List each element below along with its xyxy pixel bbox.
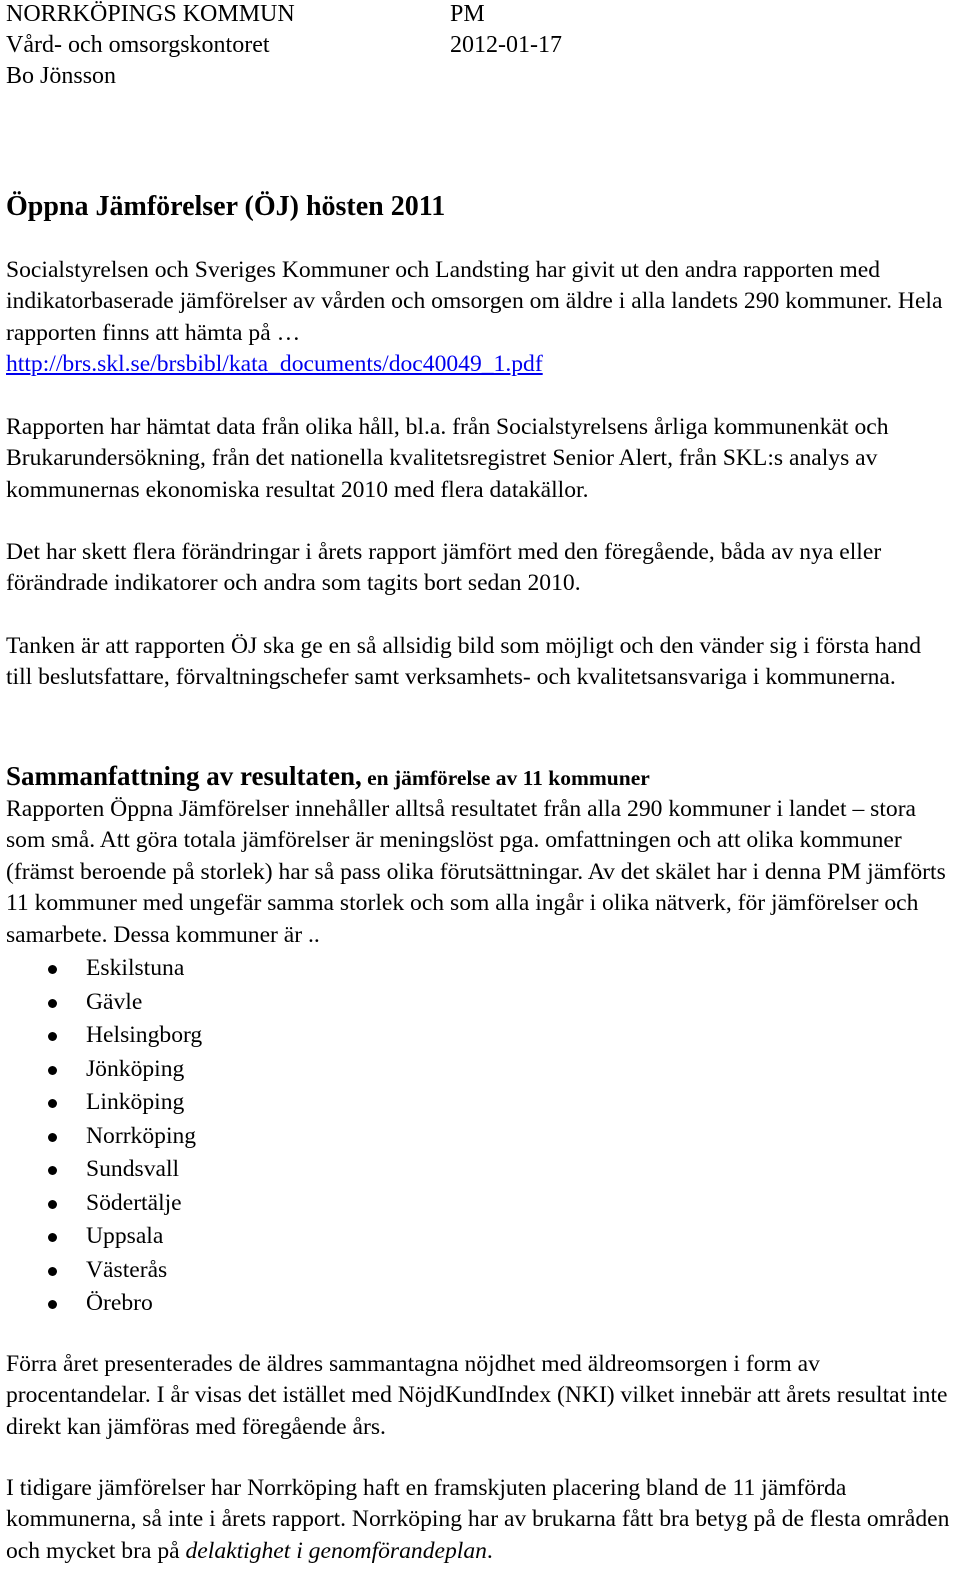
list-item	[6, 1153, 202, 1187]
list-item	[6, 1220, 202, 1254]
document-title: Öppna Jämförelser (ÖJ) hösten 2011	[6, 191, 446, 222]
final-text: I tidigare jämförelser har Norrköping haft en framskjuten placering bland de 11 jämförda kommunerna, så inte i årets rapport. Norrköping har av brukarna fått bra betyg på de flesta områden och mycket bra på	[6, 1475, 950, 1564]
audience-paragraph: Tanken är att rapporten ÖJ ska ge en så allsidig bild som möjligt och den vänder sig i första hand till beslutsfattare, förvaltningschefer samt verksamhets- och kvalitetsansvariga i kommunerna.	[6, 633, 922, 691]
list-item	[6, 1086, 202, 1120]
list-item	[6, 1120, 202, 1154]
list-item	[6, 986, 202, 1020]
kommun-name: Linköping	[86, 1089, 185, 1115]
nki-paragraph: Förra året presenterades de äldres sammantagna nöjdhet med äldreomsorgen i form av procentandelar. I år visas det istället med NöjdKundIndex (NKI) vilket innebär att årets resultat inte direkt kan jämföras med föregående års.	[6, 1351, 948, 1440]
intro-text: Socialstyrelsen och Sveriges Kommuner och Landsting har givit ut den andra rapporten med indikatorbaserade jämförelser av vården och omsorgen om äldre i alla landets 290 kommuner. Hela rapporten finns att hämta på …	[6, 257, 943, 346]
list-item	[6, 1053, 202, 1087]
bullet-icon	[48, 1267, 57, 1276]
kommun-list	[6, 952, 202, 1321]
changes-paragraph: Det har skett flera förändringar i årets rapport jämfört med den föregående, båda av nya eller förändrade indikatorer och andra som tagits bort sedan 2010.	[6, 539, 882, 597]
summary-heading-sub: en jämförelse av 11 kommuner	[361, 766, 650, 790]
bullet-icon	[48, 1066, 57, 1075]
kommun-name: Norrköping	[86, 1122, 197, 1149]
kommun-name: Örebro	[86, 1290, 153, 1316]
bullet-icon	[48, 1233, 57, 1242]
doc-type: PM	[450, 1, 485, 27]
kommun-name: Jönköping	[86, 1055, 185, 1082]
org-name: NORRKÖPINGS KOMMUN	[6, 1, 295, 27]
bullet-icon	[48, 965, 57, 974]
bullet-icon	[48, 1099, 57, 1108]
list-item	[6, 952, 202, 986]
summary-paragraph: Rapporten Öppna Jämförelser innehåller alltså resultatet från alla 290 kommuner i landet – stora som små. Att göra totala jämförelser är meningslöst pga. omfattningen och att olika kommuner (främst beroende på storlek) har så pass olika förutsättningar. Av det skälet har i denna PM jämförts 11 kommuner med ungefär samma storlek och som alla ingår i olika nätverk, för jämförelser och samarbete. Dessa kommuner är ..	[6, 796, 946, 948]
bullet-icon	[48, 1032, 57, 1041]
bullet-icon	[48, 1133, 57, 1142]
kommun-name: Södertälje	[86, 1189, 182, 1216]
list-item	[6, 1187, 202, 1221]
final-paragraph	[6, 1473, 952, 1567]
list-item	[6, 1019, 202, 1053]
sources-paragraph: Rapporten har hämtat data från olika håll, bl.a. från Socialstyrelsens årliga kommunenkät och Brukarundersökning, från det nationella kvalitetsregistret Senior Alert, från SKL:s analys av kommunernas ekonomiska resultat 2010 med flera datakällor.	[6, 414, 889, 503]
kommun-name: Gävle	[86, 988, 143, 1015]
intro-paragraph	[6, 255, 952, 381]
bullet-icon	[48, 1166, 57, 1175]
kommun-name: Uppsala	[86, 1223, 164, 1249]
bullet-icon	[48, 999, 57, 1008]
final-emphasis: delaktighet i genomförandeplan	[185, 1537, 487, 1564]
list-item	[6, 1254, 202, 1288]
kommun-name: Eskilstuna	[86, 955, 185, 981]
doc-date: 2012-01-17	[450, 32, 562, 58]
final-end: .	[486, 1537, 493, 1564]
kommun-name: Helsingborg	[86, 1022, 203, 1048]
kommun-name: Västerås	[86, 1256, 168, 1283]
list-item	[6, 1287, 202, 1321]
bullet-icon	[48, 1300, 57, 1309]
summary-heading	[6, 760, 650, 797]
report-link[interactable]: http://brs.skl.se/brsbibl/kata_documents/doc40049_1.pdf	[6, 351, 543, 378]
author-name: Bo Jönsson	[6, 63, 117, 89]
department-name: Vård- och omsorgskontoret	[6, 32, 270, 58]
kommun-name: Sundsvall	[86, 1156, 180, 1182]
bullet-icon	[48, 1200, 57, 1209]
summary-heading-main: Sammanfattning av resultaten,	[6, 761, 362, 791]
